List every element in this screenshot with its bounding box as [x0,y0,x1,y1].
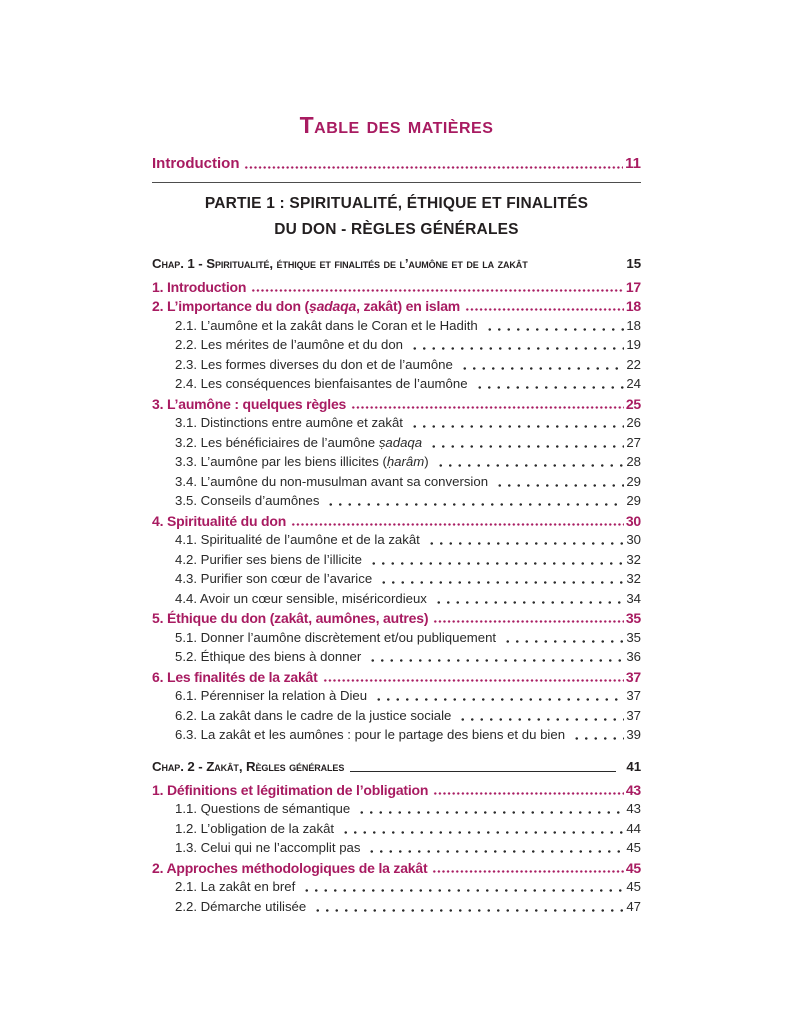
toc-entry-label: 5. Éthique du don (zakât, aumônes, autres) [152,610,429,626]
toc-entry [152,857,641,877]
page-number: 29 [626,473,641,489]
toc-entry-label: 2.1. L’aumône et la zakât dans le Coran et le Hadith [175,317,478,333]
dot-leader [458,354,624,374]
toc-entry-label: 2.2. Démarche utilisée [175,898,307,914]
page-number: 43 [625,781,641,798]
toc-entry [152,452,641,472]
divider-rule [152,182,641,183]
dot-leader [432,588,624,608]
toc-entry-label: 4.3. Purifier son cœur de l’avarice [175,571,373,586]
label-part-italic: ṣadaqa [309,298,357,314]
toc-entry-label: Introduction [152,155,240,172]
page-number: 26 [626,415,641,430]
dot-leader [323,666,624,686]
toc-entry-label: 6.3. La zakât et les aumônes : pour le partage des biens et du bien [175,727,566,742]
page-number: 45 [626,840,641,855]
dot-leader [483,315,625,335]
toc-entry [152,530,641,550]
toc-entry-label: 5.2. Éthique des biens à donner [175,649,362,664]
toc-entry-label: 4.1. Spiritualité de l’aumône et de la zakât [175,532,420,547]
toc-entry-label: 6. Les finalités de la zakât [152,668,318,685]
toc-entry [152,491,641,511]
page-number: 19 [626,337,641,352]
dot-leader [425,530,624,550]
dot-leader [251,276,624,296]
dot-leader [366,647,624,667]
page-number: 34 [626,590,641,606]
page-number: 37 [626,688,641,703]
label-part: 3.3. L’aumône par les biens illicites ( [175,454,387,469]
chapter-label: Chap. 1 - Spiritualité, éthique et finalités de l’aumône et de la zakât [152,256,528,271]
page-number: 43 [626,801,641,816]
toc-entry [152,799,641,819]
page-number: 32 [626,551,641,567]
page-number: 45 [626,879,641,894]
dot-leader [367,549,624,569]
toc-entry [152,686,641,706]
page-number: 32 [626,571,641,586]
page-number: 25 [625,395,641,412]
dot-leader [244,152,623,173]
dot-leader [377,569,624,589]
dot-leader [570,725,624,745]
dot-leader [291,510,624,530]
toc-entry [152,335,641,355]
page-number: 18 [626,317,641,333]
page-number: 39 [626,727,641,742]
toc-entry-label: 3.1. Distinctions entre aumône et zakât [175,415,403,430]
dot-leader [339,818,624,838]
page-number: 41 [626,759,641,774]
page-number: 29 [626,493,641,508]
toc-entry-label: 4. Spiritualité du don [152,512,287,529]
dot-leader [311,896,624,916]
label-part-italic: ḥarâm [386,454,425,469]
page-number: 37 [626,707,641,723]
toc-entry-label: 3.5. Conseils d’aumônes [175,493,320,508]
page-number: 30 [625,512,641,529]
toc-entry-label: 2.1. La zakât en bref [175,879,296,894]
dot-leader [501,627,624,647]
label-part: 2. L’importance du don ( [152,298,309,314]
page-number: 30 [626,532,641,547]
toc-entry [152,779,641,799]
dot-leader [351,393,624,413]
page-number: 28 [626,454,641,469]
dot-leader [465,296,624,316]
toc-entry-introduction [152,152,641,173]
page-number: 36 [626,649,641,664]
dot-leader [433,779,624,799]
dot-leader [300,877,624,897]
label-part: , zakât) en islam [356,298,461,314]
label-part-italic: ṣadaqa [378,434,423,450]
toc-entry [152,296,641,316]
toc-entry-label: 1. Définitions et légitimation de l’obligation [152,781,429,798]
toc-entry-label: 3.4. L’aumône du non-musulman avant sa conversion [175,473,489,489]
toc-entry [152,877,641,897]
toc-entry [152,549,641,569]
dot-leader [432,857,623,877]
page-number: 11 [625,155,641,172]
toc-entry [152,666,641,686]
toc-entry [152,705,641,725]
toc-entry-label: 2.2. Les mérites de l’aumône et du don [175,337,403,352]
toc-entry-label [175,453,429,471]
toc-entry [152,510,641,530]
chapter2-heading [152,755,641,776]
dot-leader [456,705,624,725]
dot-leader [427,432,624,452]
toc-entry [152,374,641,394]
toc-entry-label: 2.3. Les formes diverses du don et de l’aumône [175,356,453,372]
toc-entry-label: 1.2. L’obligation de la zakât [175,820,335,836]
page-number: 27 [626,434,641,450]
toc-entry-label: 3. L’aumône : quelques règles [152,395,347,412]
toc-entry-label: 4.2. Purifier ses biens de l’illicite [175,551,362,567]
toc-entry [152,471,641,491]
part-heading-line2: DU DON - RÈGLES GÉNÉRALES [274,221,519,238]
chapter1-heading [152,252,641,273]
page-number: 22 [626,356,641,372]
toc-entry [152,588,641,608]
line-leader [350,771,616,772]
toc-entry-label: 6.1. Pérenniser la relation à Dieu [175,688,368,703]
page-number: 45 [625,859,641,876]
page-number: 35 [625,610,641,626]
toc-entry-label: 2. Approches méthodologiques de la zakât [152,859,428,876]
toc-entry [152,725,641,745]
chapter-label: Chap. 2 - Zakât, Règles générales [152,759,345,774]
dot-leader [372,686,624,706]
toc-entry [152,647,641,667]
page-number: 15 [626,256,641,271]
toc-entry-label: 5.1. Donner l’aumône discrètement et/ou publiquement [175,629,497,645]
toc-entry-label: 1. Introduction [152,278,247,295]
page-number: 44 [626,820,641,836]
page-number: 17 [625,278,641,295]
part-heading [152,191,641,243]
page-number: 18 [625,298,641,314]
dot-leader [355,799,624,819]
toc-entry-label [175,434,422,452]
table-of-contents [152,112,641,916]
dot-leader [433,608,624,628]
dot-leader [434,452,625,472]
toc-entry-label: 2.4. Les conséquences bienfaisantes de l’aumône [175,376,468,391]
toc-entry [152,276,641,296]
toc-entry [152,432,641,452]
dot-leader [473,374,625,394]
label-part: 3.2. Les bénéficiaires de l’aumône [175,434,379,450]
toc-entry [152,315,641,335]
toc-entry-label: 1.3. Celui qui ne l’accomplit pas [175,840,361,855]
page-number: 37 [625,668,641,685]
toc-entry [152,838,641,858]
dot-leader [324,491,624,511]
page-number: 35 [626,629,641,645]
dot-leader [365,838,624,858]
toc-entry [152,608,641,628]
toc-entry [152,896,641,916]
dot-leader [408,335,624,355]
toc-entry [152,569,641,589]
toc-entry [152,413,641,433]
toc-entry [152,818,641,838]
dot-leader [408,413,624,433]
chapter2-block [152,755,641,916]
toc-entry-label: 6.2. La zakât dans le cadre de la justice sociale [175,707,452,723]
page-number: 24 [626,376,641,391]
page-title: Table des matières [299,112,494,138]
toc-entry-label: 4.4. Avoir un cœur sensible, miséricordieux [175,590,427,606]
toc-entry [152,393,641,413]
label-part: ) [424,454,429,469]
page-number: 47 [626,898,641,914]
dot-leader [493,471,624,491]
toc-entry [152,354,641,374]
toc-entry [152,627,641,647]
toc-entry-label [152,297,460,315]
part-heading-line1: PARTIE 1 : SPIRITUALITÉ, ÉTHIQUE ET FINALITÉS [204,195,589,212]
toc-entry-label: 1.1. Questions de sémantique [175,801,351,816]
spacer [533,252,625,273]
